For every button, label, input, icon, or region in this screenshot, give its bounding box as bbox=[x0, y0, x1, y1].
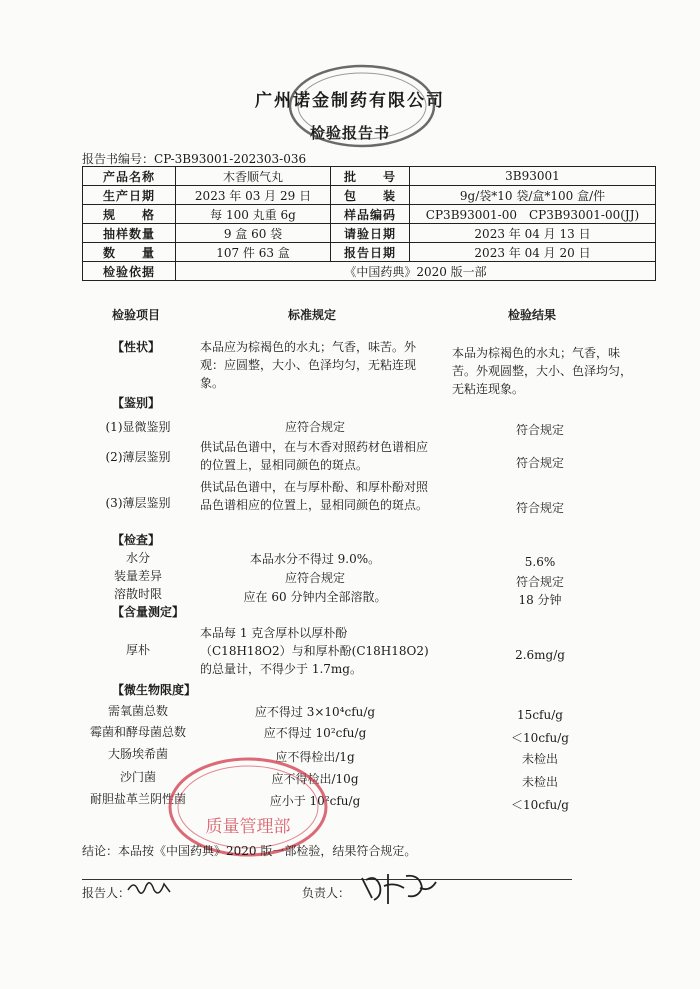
column-result: 检验结果 bbox=[508, 308, 557, 322]
info-row bbox=[83, 167, 656, 186]
sample-code-label: 样品编码 bbox=[331, 205, 410, 224]
request-date-label: 请验日期 bbox=[331, 224, 410, 243]
bile-standard: 应小于 10²cfu/g bbox=[269, 794, 361, 808]
quantity-value: 107 件 63 盒 bbox=[176, 243, 331, 262]
basis-label: 检验依据 bbox=[83, 262, 176, 281]
report-number bbox=[82, 150, 306, 167]
qc-stamp-top bbox=[282, 62, 442, 152]
product-name-label: 产品名称 bbox=[83, 167, 176, 186]
sample-code-value: CP3B93001-00 CP3B93001-00(JJ) bbox=[410, 205, 656, 224]
section-identification: 【鉴别】 bbox=[112, 396, 161, 410]
tlc2-result: 符合规定 bbox=[515, 456, 564, 470]
production-date-label: 生产日期 bbox=[83, 186, 176, 205]
salmonella-result: 未检出 bbox=[521, 775, 558, 789]
quantity-label: 数 量 bbox=[83, 243, 176, 262]
aerobic-result: 15cfu/g bbox=[517, 708, 563, 722]
info-row bbox=[83, 243, 656, 262]
svg-text:质量管理部: 质量管理部 bbox=[205, 817, 291, 837]
dissolution-standard: 应在 60 分钟内全部溶散。 bbox=[243, 590, 387, 604]
section-inspection: 【检查】 bbox=[112, 533, 161, 547]
info-row bbox=[83, 262, 656, 281]
spec-value: 每 100 丸重 6g bbox=[176, 205, 331, 224]
mold-item: 霉菌和酵母菌总数 bbox=[89, 725, 186, 739]
production-date: 2023 年 03 月 29 日 bbox=[176, 186, 331, 205]
dissolution-item: 溶散时限 bbox=[113, 587, 162, 601]
section-assay: 【含量测定】 bbox=[112, 605, 185, 619]
section-microbe: 【微生物限度】 bbox=[112, 683, 197, 697]
batch-label: 批 号 bbox=[331, 167, 410, 186]
aerobic-standard: 应不得过 3×10⁴cfu/g bbox=[254, 705, 376, 719]
info-row bbox=[83, 186, 656, 205]
responsible-signature bbox=[358, 868, 440, 908]
mold-result: ＜10cfu/g bbox=[511, 731, 569, 745]
company-name: 广州诺金制药有限公司 bbox=[255, 91, 445, 111]
tlc2-item: (2)薄层鉴别 bbox=[105, 450, 171, 464]
tlc3-result: 符合规定 bbox=[515, 501, 564, 515]
product-name: 木香顺气丸 bbox=[176, 167, 331, 186]
ecoli-standard: 应不得检出/1g bbox=[275, 750, 355, 764]
section-character: 【性状】 bbox=[112, 340, 161, 354]
micro-standard: 应符合规定 bbox=[284, 420, 345, 434]
weight-result: 符合规定 bbox=[515, 575, 564, 589]
salmonella-standard: 应不得检出/10g bbox=[271, 772, 359, 786]
reporter-label: 报告人： bbox=[82, 886, 131, 900]
character-standard: 本品应为棕褐色的水丸；气香，味苦。外观：应圆整，大小、色泽均匀，无粘连现象。 bbox=[200, 340, 417, 390]
mold-standard: 应不得过 10²cfu/g bbox=[263, 726, 367, 740]
water-item: 水分 bbox=[125, 551, 150, 565]
package-value: 9g/袋*10 袋/盒*100 盒/件 bbox=[410, 186, 656, 205]
conclusion-text: 结论：本品按《中国药典》2020 版一部检验，结果符合规定。 bbox=[82, 844, 417, 858]
aerobic-item: 需氧菌总数 bbox=[107, 704, 168, 718]
column-item: 检验项目 bbox=[112, 308, 161, 322]
sampling-qty-label: 抽样数量 bbox=[83, 224, 176, 243]
spec-label: 规 格 bbox=[83, 205, 176, 224]
weight-item: 装量差异 bbox=[113, 569, 162, 583]
info-table bbox=[82, 166, 656, 281]
weight-standard: 应符合规定 bbox=[284, 571, 345, 585]
houpu-item: 厚朴 bbox=[125, 643, 150, 657]
ecoli-item: 大肠埃希菌 bbox=[107, 747, 168, 761]
micro-item: (1)显微鉴别 bbox=[105, 420, 171, 434]
bile-item: 耐胆盐革兰阴性菌 bbox=[89, 792, 186, 806]
report-title: 检验报告书 bbox=[309, 124, 390, 142]
request-date-value: 2023 年 04 月 13 日 bbox=[410, 224, 656, 243]
micro-result: 符合规定 bbox=[515, 423, 564, 437]
responsible-label: 负责人： bbox=[302, 886, 351, 900]
reporter-signature bbox=[126, 876, 174, 900]
salmonella-item: 沙门菌 bbox=[119, 770, 156, 784]
sampling-qty-value: 9 盒 60 袋 bbox=[176, 224, 331, 243]
dissolution-result: 18 分钟 bbox=[518, 593, 562, 607]
tlc3-standard: 供试品色谱中，在与厚朴酚、和厚朴酚对照品色谱相应的位置上，显相同颜色的斑点。 bbox=[200, 480, 429, 512]
report-number-value: CP-3B93001-202303-036 bbox=[154, 152, 307, 166]
tlc3-item: (3)薄层鉴别 bbox=[105, 496, 171, 510]
ecoli-result: 未检出 bbox=[521, 752, 558, 766]
character-result: 本品为棕褐色的水丸；气香，味苦。外观圆整，大小、色泽均匀，无粘连现象。 bbox=[452, 346, 633, 396]
bile-result: ＜10cfu/g bbox=[511, 798, 569, 812]
report-date-label: 报告日期 bbox=[331, 243, 410, 262]
report-number-label: 报告书编号： bbox=[82, 152, 155, 166]
info-row bbox=[83, 224, 656, 243]
basis-value: 《中国药典》2020 版一部 bbox=[176, 262, 656, 281]
batch-value: 3B93001 bbox=[410, 167, 656, 186]
package-label: 包 装 bbox=[331, 186, 410, 205]
column-standard: 标准规定 bbox=[288, 308, 337, 322]
tlc2-standard: 供试品色谱中，在与木香对照药材色谱相应的位置上，显相同颜色的斑点。 bbox=[200, 440, 429, 472]
report-date-value: 2023 年 04 月 20 日 bbox=[410, 243, 656, 262]
water-result: 5.6% bbox=[524, 555, 556, 569]
info-row bbox=[83, 205, 656, 224]
water-standard: 本品水分不得过 9.0%。 bbox=[249, 552, 381, 566]
houpu-standard: 本品每 1 克含厚朴以厚朴酚（C18H18O2）与和厚朴酚(C18H18O2)的总量计，不得少于 1.7mg。 bbox=[200, 626, 429, 676]
houpu-result: 2.6mg/g bbox=[515, 648, 565, 662]
